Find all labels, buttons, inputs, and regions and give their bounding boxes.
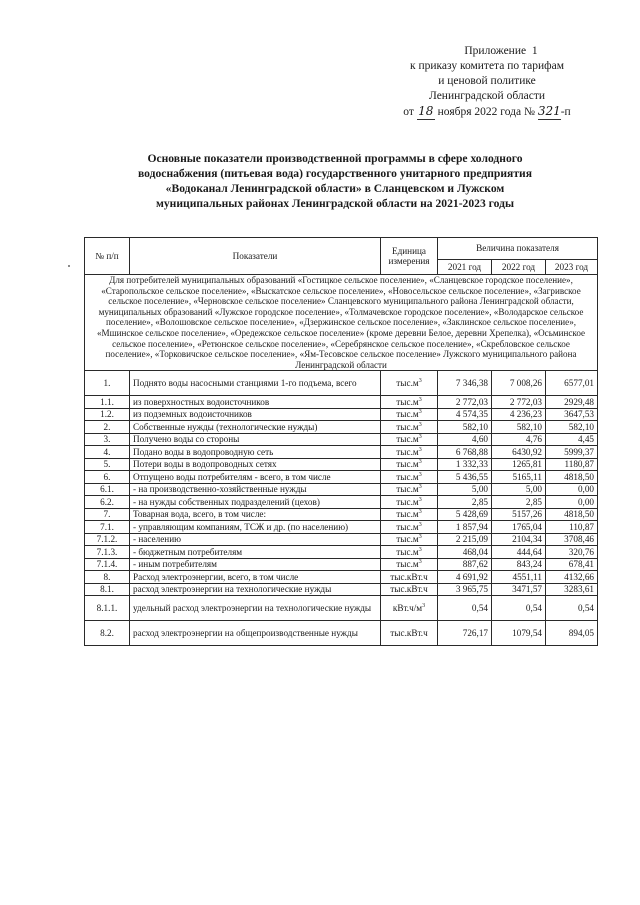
header-values: Величина показателя: [438, 238, 598, 260]
row-unit: [381, 621, 438, 646]
row-unit-text: тыс.м: [396, 496, 419, 507]
row-unit-sup: 3: [418, 496, 422, 503]
table-row: [85, 496, 598, 509]
row-unit-text: тыс.м: [396, 446, 419, 457]
row-value-2021: 1 332,33: [438, 458, 492, 471]
row-value-2023: 0,00: [546, 483, 598, 496]
order-line-1: к приказу комитета по тарифам: [410, 60, 564, 72]
row-value-2023: 5999,37: [546, 446, 598, 459]
table-row: [85, 546, 598, 559]
row-name: Потери воды в водопроводных сетях: [130, 458, 381, 471]
row-unit-sup: 3: [418, 509, 422, 516]
row-value-2022: 0,54: [492, 596, 546, 621]
header-2021: 2021 год: [438, 260, 492, 275]
row-num: 7.1.4.: [85, 558, 130, 571]
table-row: [85, 396, 598, 409]
row-unit-text: тыс.м: [396, 434, 419, 445]
title-line-4: муниципальных районах Ленинградской области на 2021-2023 годы: [155, 197, 514, 210]
row-name: расход электроэнергии на технологические нужды: [130, 583, 381, 596]
row-unit-sup: 3: [418, 484, 422, 491]
row-value-2022: 2 772,03: [492, 396, 546, 409]
row-unit: [381, 433, 438, 446]
order-suffix: -п: [560, 106, 571, 118]
row-value-2022: 5157,26: [492, 508, 546, 521]
row-name: Товарная вода, всего, в том числе:: [130, 508, 381, 521]
row-num: 1.1.: [85, 396, 130, 409]
row-value-2023: 4818,50: [546, 508, 598, 521]
row-value-2023: 3647,53: [546, 408, 598, 421]
row-unit-sup: 3: [418, 446, 422, 453]
table-row: [85, 458, 598, 471]
row-num: 3.: [85, 433, 130, 446]
row-value-2022: 5,00: [492, 483, 546, 496]
date-rest: ноября 2022 года №: [437, 106, 535, 118]
row-unit-text: тыс.кВт.ч: [390, 584, 428, 595]
row-value-2022: 4 236,23: [492, 408, 546, 421]
document-title: [100, 151, 570, 211]
indicators-table: [84, 237, 598, 646]
row-unit-sup: 3: [418, 546, 422, 553]
row-unit-text: тыс.м: [396, 484, 419, 495]
table-row: [85, 571, 598, 584]
row-value-2021: 7 346,38: [438, 371, 492, 396]
table-row: [85, 433, 598, 446]
row-value-2021: 5 436,55: [438, 471, 492, 484]
row-unit: [381, 458, 438, 471]
table-row: [85, 558, 598, 571]
row-value-2023: 0,54: [546, 596, 598, 621]
header-indicator: Показатели: [130, 238, 381, 275]
row-value-2022: 582,10: [492, 421, 546, 434]
header-2022: 2022 год: [492, 260, 546, 275]
row-unit-sup: 3: [418, 409, 422, 416]
row-unit-text: тыс.м: [396, 471, 419, 482]
row-unit-text: тыс.кВт.ч: [390, 628, 428, 639]
row-value-2021: 468,04: [438, 546, 492, 559]
row-value-2021: 1 857,94: [438, 521, 492, 534]
row-value-2021: 887,62: [438, 558, 492, 571]
row-unit-sup: 3: [418, 396, 422, 403]
row-unit-sup: 3: [422, 603, 426, 610]
header-unit-line2: измерения: [388, 256, 430, 266]
row-unit: [381, 508, 438, 521]
row-value-2021: 2 215,09: [438, 533, 492, 546]
row-unit-sup: 3: [418, 471, 422, 478]
row-value-2021: 2 772,03: [438, 396, 492, 409]
row-value-2022: 1765,04: [492, 521, 546, 534]
row-unit-sup: 3: [418, 421, 422, 428]
row-unit-text: тыс.м: [396, 559, 419, 570]
row-num: 4.: [85, 446, 130, 459]
row-name: Поднято воды насосными станциями 1-го подъема, всего: [130, 371, 381, 396]
header-unit-line1: Единица: [391, 245, 427, 256]
row-unit-text: тыс.м: [396, 509, 419, 520]
row-value-2023: 3283,61: [546, 583, 598, 596]
table-row: [85, 371, 598, 396]
row-value-2021: 4,60: [438, 433, 492, 446]
row-unit: [381, 396, 438, 409]
row-unit: [381, 446, 438, 459]
table-row: [85, 471, 598, 484]
row-name: Получено воды со стороны: [130, 433, 381, 446]
row-unit-sup: 3: [418, 559, 422, 566]
row-unit: [381, 558, 438, 571]
row-unit: [381, 546, 438, 559]
row-unit-text: тыс.м: [396, 378, 419, 389]
row-name: Собственные нужды (технологические нужды): [130, 421, 381, 434]
title-line-1: Основные показатели производственной программы в сфере холодного: [147, 152, 523, 165]
row-num: 6.2.: [85, 496, 130, 509]
title-line-3: «Водоканал Ленинградской области» в Сланцевском и Лужском: [165, 182, 505, 195]
row-unit: [381, 421, 438, 434]
row-unit-text: тыс.м: [396, 546, 419, 557]
row-value-2023: 3708,46: [546, 533, 598, 546]
row-num: 8.2.: [85, 621, 130, 646]
row-num: 6.1.: [85, 483, 130, 496]
row-num: 2.: [85, 421, 130, 434]
row-value-2022: 1079,54: [492, 621, 546, 646]
row-value-2021: 5 428,69: [438, 508, 492, 521]
row-num: 8.1.1.: [85, 596, 130, 621]
date-day-handwritten: 18: [418, 104, 434, 118]
row-num: 8.1.: [85, 583, 130, 596]
row-unit: [381, 571, 438, 584]
row-value-2022: 3471,57: [492, 583, 546, 596]
row-value-2022: 4,76: [492, 433, 546, 446]
row-unit-text: тыс.м: [396, 396, 419, 407]
order-date-line: [372, 104, 602, 120]
appendix-title: [372, 44, 602, 59]
row-unit-text: тыс.м: [396, 409, 419, 420]
row-unit: [381, 521, 438, 534]
row-name: - бюджетным потребителям: [130, 546, 381, 559]
row-value-2021: 2,85: [438, 496, 492, 509]
row-value-2022: 6430,92: [492, 446, 546, 459]
row-value-2023: 1180,87: [546, 458, 598, 471]
order-line-3: Ленинградской области: [428, 90, 546, 102]
row-name: - на нужды собственных подразделений (цехов): [130, 496, 381, 509]
row-name: Расход электроэнергии, всего, в том числе: [130, 571, 381, 584]
table-row: [85, 583, 598, 596]
row-value-2022: 5165,11: [492, 471, 546, 484]
header-2023: 2023 год: [546, 260, 598, 275]
row-value-2023: 4818,50: [546, 471, 598, 484]
row-unit: [381, 408, 438, 421]
row-value-2023: 678,41: [546, 558, 598, 571]
row-value-2022: 4551,11: [492, 571, 546, 584]
table-row: [85, 446, 598, 459]
row-value-2022: 1265,81: [492, 458, 546, 471]
table-row: [85, 408, 598, 421]
row-value-2023: 320,76: [546, 546, 598, 559]
row-value-2022: 444,64: [492, 546, 546, 559]
appendix-block: [372, 44, 602, 120]
row-unit: [381, 596, 438, 621]
row-name: удельный расход электроэнергии на технологические нужды: [130, 596, 381, 621]
row-value-2021: 4 691,92: [438, 571, 492, 584]
row-unit-sup: 3: [418, 534, 422, 541]
row-value-2023: 582,10: [546, 421, 598, 434]
row-num: 7.1.: [85, 521, 130, 534]
table-row: [85, 521, 598, 534]
row-unit-text: тыс.кВт.ч: [390, 571, 428, 582]
row-value-2023: 0,00: [546, 496, 598, 509]
row-name: расход электроэнергии на общепроизводственные нужды: [130, 621, 381, 646]
header-unit: [381, 238, 438, 275]
row-num: 8.: [85, 571, 130, 584]
row-name: из подземных водоисточников: [130, 408, 381, 421]
table-row: [85, 621, 598, 646]
row-unit: [381, 583, 438, 596]
row-name: - иным потребителям: [130, 558, 381, 571]
header-num: № п/п: [85, 238, 130, 275]
table-row: [85, 421, 598, 434]
consumers-note: Для потребителей муниципальных образований «Гостицкое сельское поселение», «Сланцевское городское поселение», «Старопольское сельское поселение», «Выскатское сельское поселение», «Новосельское сельское поселение», «Загривское сельское поселение», «Черновское сельское поселение» Сланцевского муниципального района Ленинградской области, муниципальных образований «Лужское городское поселение», «Толмачевское городское поселение», «Володарское сельское поселение», «Волошовское сельское поселение», «Дзержинское сельское поселение», «Заклинское сельское поселение», «Мшинское сельское поселение», «Оредежское сельское поселение» (кроме деревни Белое, деревни Хрепелка), «Осьминское сельское поселение», «Ретюнское сельское поселение», «Серебрянское сельское поселение», «Скребловское сельское поселение», «Торковичское сельское поселение», «Ям-Тесовское сельское поселение» Лужского муниципального района Ленинградской области: [85, 275, 598, 371]
row-value-2023: 4,45: [546, 433, 598, 446]
row-unit: [381, 496, 438, 509]
row-unit-sup: 3: [418, 459, 422, 466]
row-unit-text: тыс.м: [396, 521, 419, 532]
row-num: 1.2.: [85, 408, 130, 421]
row-value-2021: 3 965,75: [438, 583, 492, 596]
order-line-2: и ценовой политике: [438, 75, 536, 87]
row-name: из поверхностных водоисточников: [130, 396, 381, 409]
row-unit-sup: 3: [418, 434, 422, 441]
row-name: - управляющим компаниям, ТСЖ и др. (по населению): [130, 521, 381, 534]
row-num: 5.: [85, 458, 130, 471]
scan-speck: [68, 265, 70, 267]
row-value-2021: 6 768,88: [438, 446, 492, 459]
row-unit-text: тыс.м: [396, 459, 419, 470]
row-value-2023: 6577,01: [546, 371, 598, 396]
row-unit: [381, 371, 438, 396]
row-num: 7.1.2.: [85, 533, 130, 546]
row-value-2021: 582,10: [438, 421, 492, 434]
order-number-handwritten: 321: [537, 104, 561, 118]
row-name: Отпущено воды потребителям - всего, в том числе: [130, 471, 381, 484]
row-unit-text: тыс.м: [396, 534, 419, 545]
row-value-2023: 2929,48: [546, 396, 598, 409]
date-prefix: от: [403, 106, 414, 118]
row-num: 7.: [85, 508, 130, 521]
table-row: [85, 533, 598, 546]
row-value-2023: 894,05: [546, 621, 598, 646]
row-value-2022: 2104,34: [492, 533, 546, 546]
row-unit: [381, 533, 438, 546]
row-unit-text: тыс.м: [396, 421, 419, 432]
row-name: - на производственно-хозяйственные нужды: [130, 483, 381, 496]
row-value-2023: 4132,66: [546, 571, 598, 584]
row-num: 7.1.3.: [85, 546, 130, 559]
row-value-2022: 7 008,26: [492, 371, 546, 396]
row-unit-sup: 3: [418, 378, 422, 385]
table-row: [85, 483, 598, 496]
appendix-label: Приложение: [464, 45, 527, 57]
row-value-2021: 0,54: [438, 596, 492, 621]
row-unit-sup: 3: [418, 521, 422, 528]
table-body: [85, 275, 598, 646]
row-value-2021: 5,00: [438, 483, 492, 496]
row-value-2021: 4 574,35: [438, 408, 492, 421]
row-name: Подано воды в водопроводную сеть: [130, 446, 381, 459]
appendix-number: 1: [531, 45, 538, 57]
row-num: 6.: [85, 471, 130, 484]
row-value-2022: 2,85: [492, 496, 546, 509]
table-row: [85, 508, 598, 521]
row-unit: [381, 471, 438, 484]
title-line-2: водоснабжения (питьевая вода) государственного унитарного предприятия: [138, 167, 532, 180]
row-unit: [381, 483, 438, 496]
row-value-2023: 110,87: [546, 521, 598, 534]
row-value-2021: 726,17: [438, 621, 492, 646]
table-row: [85, 596, 598, 621]
row-name: - населению: [130, 533, 381, 546]
row-value-2022: 843,24: [492, 558, 546, 571]
row-unit-text: кВт.ч/м: [392, 603, 423, 614]
row-num: 1.: [85, 371, 130, 396]
